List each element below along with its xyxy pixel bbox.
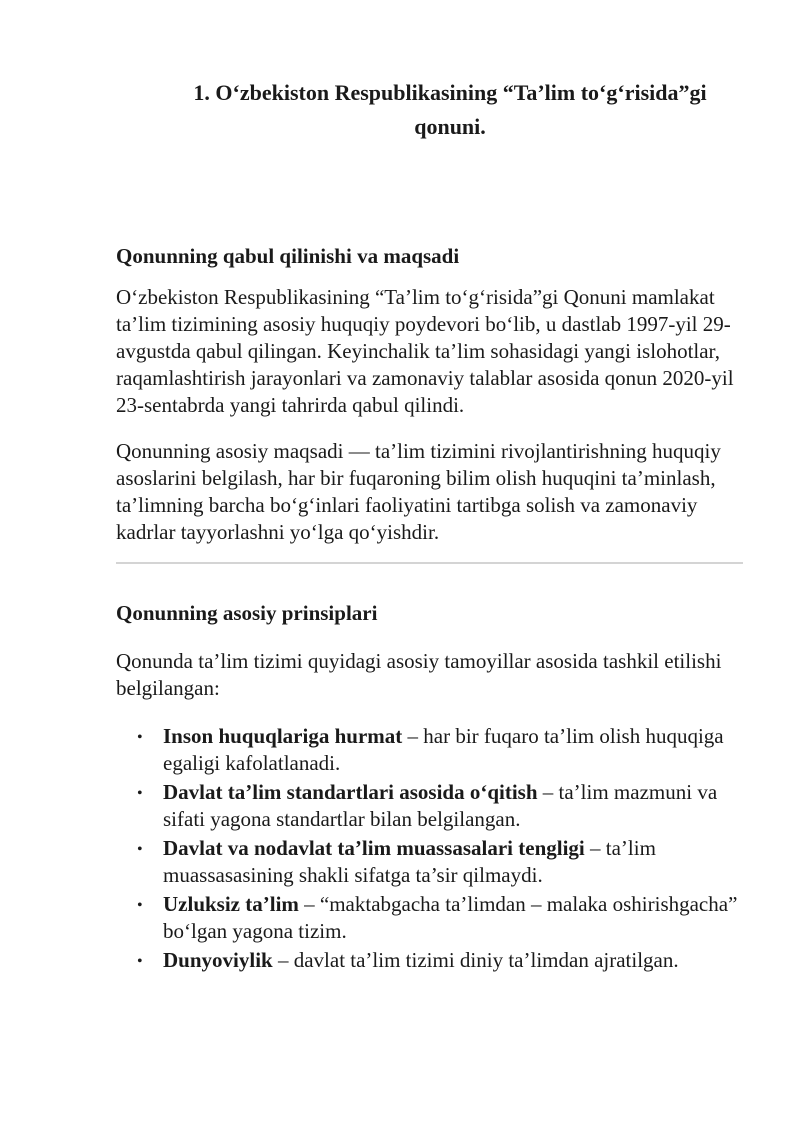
section-heading-adoption: Qonunning qabul qilinishi va maqsadi (116, 244, 460, 268)
bullet-icon: • (137, 785, 143, 802)
principle-term: Dunyoviylik (163, 948, 273, 972)
document-title: 1. O‘zbekiston Respublikasining “Ta’lim to‘g‘risida”gi qonuni. (193, 80, 707, 139)
paragraph-principles-intro: Qonunda ta’lim tizimi quyidagi asosiy tamoyillar asosida tashkil etilishi belgilangan: (116, 649, 722, 700)
section-heading-principles: Qonunning asosiy prinsiplari (116, 601, 378, 625)
principle-description: – har bir fuqaro ta’lim olish huquqiga egaligi kafolatlanadi. (163, 724, 724, 775)
list-item (116, 947, 743, 974)
list-item (116, 723, 743, 777)
list-item (116, 891, 743, 945)
principle-description: – davlat ta’lim tizimi diniy ta’limdan ajratilgan. (272, 948, 679, 972)
principle-term: Davlat va nodavlat ta’lim muassasalari tengligi (163, 836, 585, 860)
paragraph-law-purpose: Qonunning asosiy maqsadi — ta’lim tizimini rivojlantirishning huquqiy asoslarini belgilash, har bir fuqaroning bilim olish huquqini ta’minlash, ta’limning barcha bo‘g‘inlari faoliyatini tartibga solish va zamonaviy kadrlar tayyorlashni yo‘lga qo‘yishdir. (116, 439, 721, 544)
section-divider (116, 562, 743, 564)
principle-term: Inson huquqlariga hurmat (163, 724, 403, 748)
bullet-icon: • (137, 841, 143, 858)
bullet-icon: • (137, 953, 143, 970)
principle-term: Uzluksiz ta’lim (163, 892, 299, 916)
paragraph-adoption-history: O‘zbekiston Respublikasining “Ta’lim to‘g‘risida”gi Qonuni mamlakat ta’lim tizimining asosiy huquqiy poydevori bo‘lib, u dastlab 1997-yil 29-avgustda qabul qilingan. Keyinchalik ta’lim sohasidagi yangi islohotlar, raqamlashtirish jarayonlari va zamonaviy talablar asosida qonun 2020-yil 23-sentabrda yangi tahrirda qabul qilindi. (116, 285, 734, 417)
list-item (116, 779, 743, 833)
principles-list (116, 723, 743, 974)
principle-description: – “maktabgacha ta’limdan – malaka oshirishgacha” bo‘lgan yagona tizim. (163, 892, 738, 943)
bullet-icon: • (137, 729, 143, 746)
principle-term: Davlat ta’lim standartlari asosida o‘qitish (163, 780, 538, 804)
principle-description: – ta’lim mazmuni va sifati yagona standartlar bilan belgilangan. (163, 780, 718, 831)
list-item (116, 835, 743, 889)
bullet-icon: • (137, 897, 143, 914)
principle-description: – ta’lim muassasasining shakli sifatga ta’sir qilmaydi. (163, 836, 656, 887)
